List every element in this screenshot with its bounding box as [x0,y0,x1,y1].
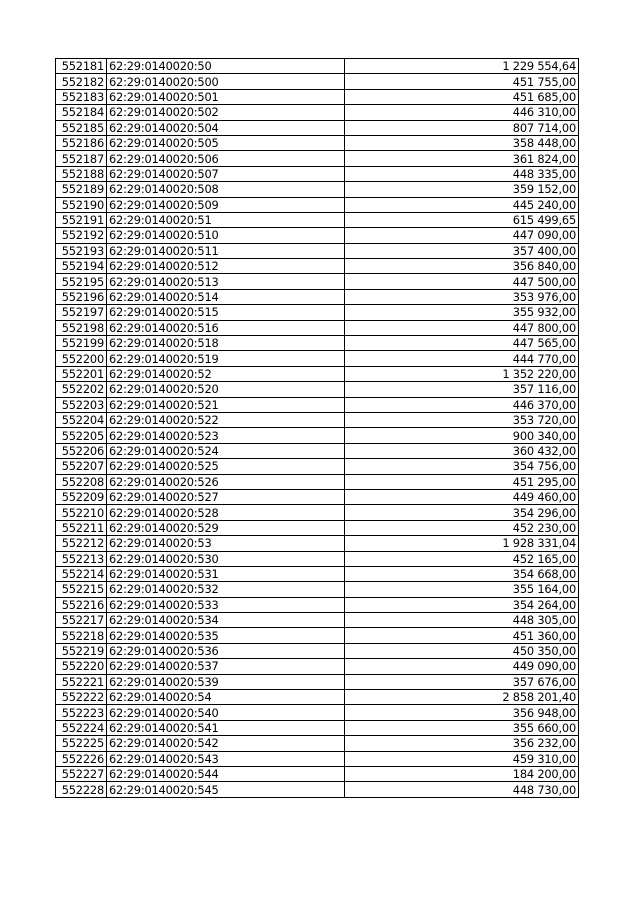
cadastral-number-cell: 62:29:0140020:532 [107,582,345,597]
row-number-cell: 552209 [56,489,107,504]
row-number-cell: 552194 [56,259,107,274]
cadastral-number-cell: 62:29:0140020:515 [107,305,345,320]
row-number-cell: 552192 [56,228,107,243]
row-number-cell: 552189 [56,182,107,197]
cadastral-number-cell: 62:29:0140020:541 [107,720,345,735]
row-number-cell: 552208 [56,474,107,489]
table-row [56,751,579,766]
cadastral-value-cell: 1 928 331,04 [345,536,579,551]
cadastral-value-cell: 355 932,00 [345,305,579,320]
row-number-cell: 552202 [56,382,107,397]
cadastral-number-cell: 62:29:0140020:508 [107,182,345,197]
cadastral-number-cell: 62:29:0140020:513 [107,274,345,289]
table-row [56,505,579,520]
cadastral-number-cell: 62:29:0140020:523 [107,428,345,443]
row-number-cell: 552214 [56,566,107,581]
cadastral-value-cell: 446 310,00 [345,105,579,120]
table-row [56,351,579,366]
table-row [56,536,579,551]
table-row [56,182,579,197]
row-number-cell: 552207 [56,459,107,474]
cadastral-value-cell: 354 668,00 [345,566,579,581]
cadastral-value-cell: 448 730,00 [345,782,579,797]
row-number-cell: 552216 [56,597,107,612]
row-number-cell: 552188 [56,166,107,181]
cadastral-number-cell: 62:29:0140020:526 [107,474,345,489]
cadastral-number-cell: 62:29:0140020:537 [107,659,345,674]
row-number-cell: 552225 [56,736,107,751]
row-number-cell: 552211 [56,520,107,535]
row-number-cell: 552204 [56,412,107,427]
cadastral-value-cell: 447 800,00 [345,320,579,335]
cadastral-value-cell: 354 264,00 [345,597,579,612]
cadastral-number-cell: 62:29:0140020:507 [107,166,345,181]
row-number-cell: 552181 [56,59,107,74]
cadastral-number-cell: 62:29:0140020:535 [107,628,345,643]
row-number-cell: 552182 [56,74,107,89]
table-row [56,690,579,705]
cadastral-value-cell: 356 840,00 [345,259,579,274]
table-row [56,674,579,689]
cadastral-number-cell: 62:29:0140020:518 [107,336,345,351]
cadastral-number-cell: 62:29:0140020:505 [107,135,345,150]
cadastral-number-cell: 62:29:0140020:530 [107,551,345,566]
table-row [56,305,579,320]
table-row [56,412,579,427]
cadastral-value-cell: 1 352 220,00 [345,366,579,381]
table-row [56,197,579,212]
cadastral-value-cell: 446 370,00 [345,397,579,412]
row-number-cell: 552203 [56,397,107,412]
row-number-cell: 552224 [56,720,107,735]
table-row [56,336,579,351]
row-number-cell: 552200 [56,351,107,366]
row-number-cell: 552183 [56,89,107,104]
cadastral-value-cell: 354 756,00 [345,459,579,474]
cadastral-value-cell: 448 335,00 [345,166,579,181]
row-number-cell: 552205 [56,428,107,443]
cadastral-value-cell: 353 976,00 [345,289,579,304]
table-row [56,443,579,458]
table-row [56,628,579,643]
row-number-cell: 552210 [56,505,107,520]
cadastral-value-cell: 459 310,00 [345,751,579,766]
cadastral-number-cell: 62:29:0140020:542 [107,736,345,751]
cadastral-number-cell: 62:29:0140020:539 [107,674,345,689]
cadastral-value-cell: 356 232,00 [345,736,579,751]
cadastral-number-cell: 62:29:0140020:529 [107,520,345,535]
cadastral-number-cell: 62:29:0140020:501 [107,89,345,104]
row-number-cell: 552190 [56,197,107,212]
cadastral-number-cell: 62:29:0140020:534 [107,613,345,628]
table-row [56,320,579,335]
row-number-cell: 552222 [56,690,107,705]
cadastral-number-cell: 62:29:0140020:531 [107,566,345,581]
cadastral-value-cell: 452 230,00 [345,520,579,535]
row-number-cell: 552186 [56,135,107,150]
table-row [56,566,579,581]
row-number-cell: 552206 [56,443,107,458]
cadastral-value-cell: 445 240,00 [345,197,579,212]
cadastral-value-cell: 448 305,00 [345,613,579,628]
row-number-cell: 552201 [56,366,107,381]
cadastral-value-cell: 447 090,00 [345,228,579,243]
cadastral-value-cell: 355 164,00 [345,582,579,597]
table-row [56,474,579,489]
table-row [56,489,579,504]
cadastral-number-cell: 62:29:0140020:525 [107,459,345,474]
cadastral-value-cell: 354 296,00 [345,505,579,520]
cadastral-value-cell: 449 460,00 [345,489,579,504]
cadastral-number-cell: 62:29:0140020:506 [107,151,345,166]
row-number-cell: 552199 [56,336,107,351]
row-number-cell: 552185 [56,120,107,135]
cadastral-value-cell: 807 714,00 [345,120,579,135]
row-number-cell: 552227 [56,766,107,781]
cadastral-value-cell: 359 152,00 [345,182,579,197]
cadastral-value-cell: 615 499,65 [345,212,579,227]
cadastral-number-cell: 62:29:0140020:514 [107,289,345,304]
table-row [56,659,579,674]
row-number-cell: 552212 [56,536,107,551]
cadastral-number-cell: 62:29:0140020:509 [107,197,345,212]
cadastral-value-cell: 451 755,00 [345,74,579,89]
row-number-cell: 552223 [56,705,107,720]
table-row [56,151,579,166]
cadastral-number-cell: 62:29:0140020:511 [107,243,345,258]
cadastral-number-cell: 62:29:0140020:54 [107,690,345,705]
cadastral-number-cell: 62:29:0140020:510 [107,228,345,243]
table-row [56,705,579,720]
cadastral-number-cell: 62:29:0140020:516 [107,320,345,335]
table-row [56,382,579,397]
row-number-cell: 552191 [56,212,107,227]
cadastral-value-cell: 450 350,00 [345,643,579,658]
row-number-cell: 552219 [56,643,107,658]
row-number-cell: 552193 [56,243,107,258]
row-number-cell: 552184 [56,105,107,120]
table-row [56,74,579,89]
cadastral-number-cell: 62:29:0140020:533 [107,597,345,612]
table-row [56,782,579,797]
cadastral-value-table [55,58,579,798]
cadastral-number-cell: 62:29:0140020:540 [107,705,345,720]
cadastral-value-cell: 2 858 201,40 [345,690,579,705]
cadastral-value-cell: 900 340,00 [345,428,579,443]
cadastral-value-cell: 452 165,00 [345,551,579,566]
cadastral-value-cell: 184 200,00 [345,766,579,781]
table-row [56,89,579,104]
cadastral-number-cell: 62:29:0140020:545 [107,782,345,797]
table-row [56,459,579,474]
table-row [56,105,579,120]
table-row [56,597,579,612]
cadastral-value-cell: 357 400,00 [345,243,579,258]
row-number-cell: 552215 [56,582,107,597]
row-number-cell: 552198 [56,320,107,335]
row-number-cell: 552228 [56,782,107,797]
cadastral-number-cell: 62:29:0140020:51 [107,212,345,227]
table-row [56,166,579,181]
cadastral-number-cell: 62:29:0140020:528 [107,505,345,520]
cadastral-value-cell: 353 720,00 [345,412,579,427]
table-row [56,59,579,74]
row-number-cell: 552196 [56,289,107,304]
cadastral-number-cell: 62:29:0140020:500 [107,74,345,89]
cadastral-value-cell: 356 948,00 [345,705,579,720]
cadastral-value-cell: 444 770,00 [345,351,579,366]
row-number-cell: 552221 [56,674,107,689]
cadastral-value-cell: 449 090,00 [345,659,579,674]
table-row [56,551,579,566]
cadastral-value-cell: 1 229 554,64 [345,59,579,74]
table-row [56,582,579,597]
table-row [56,736,579,751]
row-number-cell: 552195 [56,274,107,289]
row-number-cell: 552220 [56,659,107,674]
row-number-cell: 552213 [56,551,107,566]
table-row [56,520,579,535]
table-row [56,766,579,781]
cadastral-value-cell: 358 448,00 [345,135,579,150]
cadastral-number-cell: 62:29:0140020:520 [107,382,345,397]
cadastral-number-cell: 62:29:0140020:536 [107,643,345,658]
cadastral-number-cell: 62:29:0140020:522 [107,412,345,427]
table-row [56,366,579,381]
table-row [56,243,579,258]
table-row [56,289,579,304]
row-number-cell: 552218 [56,628,107,643]
table-row [56,720,579,735]
cadastral-number-cell: 62:29:0140020:519 [107,351,345,366]
table-row [56,397,579,412]
cadastral-number-cell: 62:29:0140020:524 [107,443,345,458]
row-number-cell: 552197 [56,305,107,320]
table-row [56,135,579,150]
table-row [56,228,579,243]
table-row [56,259,579,274]
table-row [56,428,579,443]
cadastral-value-cell: 357 116,00 [345,382,579,397]
cadastral-number-cell: 62:29:0140020:53 [107,536,345,551]
table-row [56,120,579,135]
cadastral-number-cell: 62:29:0140020:527 [107,489,345,504]
table-row [56,274,579,289]
cadastral-number-cell: 62:29:0140020:52 [107,366,345,381]
cadastral-number-cell: 62:29:0140020:502 [107,105,345,120]
row-number-cell: 552187 [56,151,107,166]
cadastral-number-cell: 62:29:0140020:50 [107,59,345,74]
cadastral-value-cell: 360 432,00 [345,443,579,458]
cadastral-number-cell: 62:29:0140020:521 [107,397,345,412]
cadastral-value-cell: 447 565,00 [345,336,579,351]
cadastral-number-cell: 62:29:0140020:512 [107,259,345,274]
cadastral-value-cell: 451 360,00 [345,628,579,643]
cadastral-value-cell: 451 295,00 [345,474,579,489]
table-row [56,613,579,628]
cadastral-number-cell: 62:29:0140020:504 [107,120,345,135]
cadastral-number-cell: 62:29:0140020:543 [107,751,345,766]
row-number-cell: 552217 [56,613,107,628]
table-row [56,212,579,227]
cadastral-value-cell: 451 685,00 [345,89,579,104]
cadastral-value-cell: 361 824,00 [345,151,579,166]
cadastral-value-cell: 447 500,00 [345,274,579,289]
cadastral-value-cell: 355 660,00 [345,720,579,735]
cadastral-value-cell: 357 676,00 [345,674,579,689]
table-body [56,59,579,798]
table-row [56,643,579,658]
cadastral-number-cell: 62:29:0140020:544 [107,766,345,781]
row-number-cell: 552226 [56,751,107,766]
